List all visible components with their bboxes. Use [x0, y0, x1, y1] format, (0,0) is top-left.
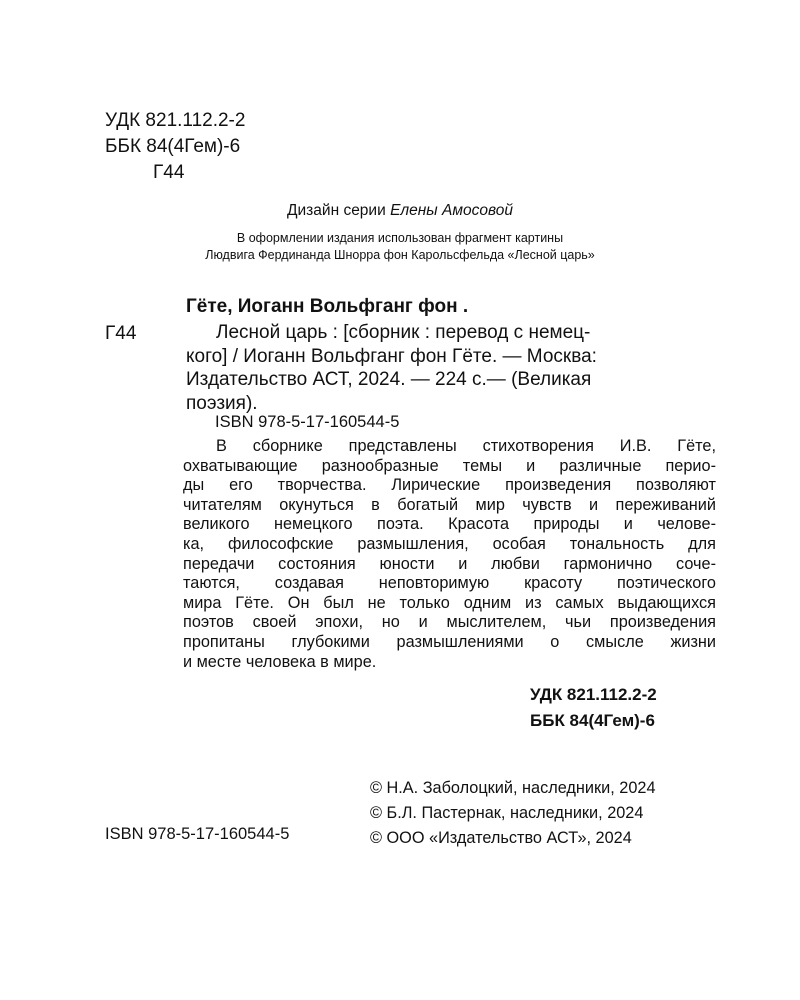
illustration-note-line: Людвига Фердинанда Шнорра фон Карольсфельда «Лесной царь»: [205, 248, 595, 262]
designer-name: Елены Амосовой: [390, 202, 513, 219]
annotation: [183, 437, 716, 672]
author-sign: Г44: [153, 162, 185, 183]
annotation-line: ды его творчества. Лирические произведения позволяют: [183, 476, 716, 495]
annotation-line: пропитаны глубокими размышлениями о смысле жизни: [183, 632, 716, 651]
annotation-line: В сборнике представлены стихотворения И.В. Гёте,: [216, 437, 716, 455]
illustration-note: [0, 230, 800, 264]
description-line: Лесной царь : [сборник : перевод с немец-: [216, 322, 591, 343]
classification-codes-repeat: [530, 682, 657, 734]
bbk-code: ББК 84(4Гем)-6: [105, 136, 241, 157]
design-prefix: Дизайн серии: [287, 202, 386, 219]
bibliographic-description: [186, 321, 716, 415]
description-line: Издательство АСТ, 2024. — 224 с.— (Великая: [186, 369, 592, 391]
description-line: кого] / Иоганн Вольфганг фон Гёте. — Москва:: [186, 345, 597, 367]
illustration-note-line: В оформлении издания использован фрагмент картины: [236, 231, 564, 245]
annotation-line: читателям окунуться в богатый мир чувств и переживаний: [183, 495, 716, 514]
isbn-bottom: ISBN 978-5-17-160544-5: [105, 825, 290, 843]
bbk-code: ББК 84(4Гем)-6: [530, 711, 655, 730]
udk-code: УДК 821.112.2-2: [530, 685, 657, 704]
annotation-line: таются, создавая неповторимую красоту поэтического: [183, 574, 716, 593]
copyright-line: © Б.Л. Пастернак, наследники, 2024: [370, 804, 644, 822]
annotation-line: поэтов своей эпохи, но и мыслителем, чьи произведения: [183, 613, 716, 632]
classification-codes: [105, 108, 245, 186]
annotation-line: и месте человека в мире.: [183, 652, 377, 671]
catalog-author-sign: Г44: [105, 323, 137, 344]
author-heading: Гёте, Иоганн Вольфганг фон .: [186, 296, 469, 317]
udk-code: УДК 821.112.2-2: [105, 110, 246, 131]
description-line: поэзия).: [186, 392, 258, 414]
isbn: ISBN 978-5-17-160544-5: [215, 413, 400, 431]
copyright-notices: [370, 776, 656, 851]
annotation-line: ка, философские размышления, особая тональность для: [183, 534, 716, 553]
copyright-line: © Н.А. Заболоцкий, наследники, 2024: [370, 779, 656, 797]
annotation-line: передачи состояния юности и любви гармонично соче-: [183, 554, 716, 573]
copyright-line: © ООО «Издательство АСТ», 2024: [370, 829, 632, 847]
annotation-line: охватывающие разнообразные темы и различные перио-: [183, 456, 716, 475]
annotation-line: великого немецкого поэта. Красота природы и челове-: [183, 515, 716, 534]
series-design-credit: [0, 202, 800, 220]
annotation-line: мира Гёте. Он был не только одним из самых выдающихся: [183, 593, 716, 612]
